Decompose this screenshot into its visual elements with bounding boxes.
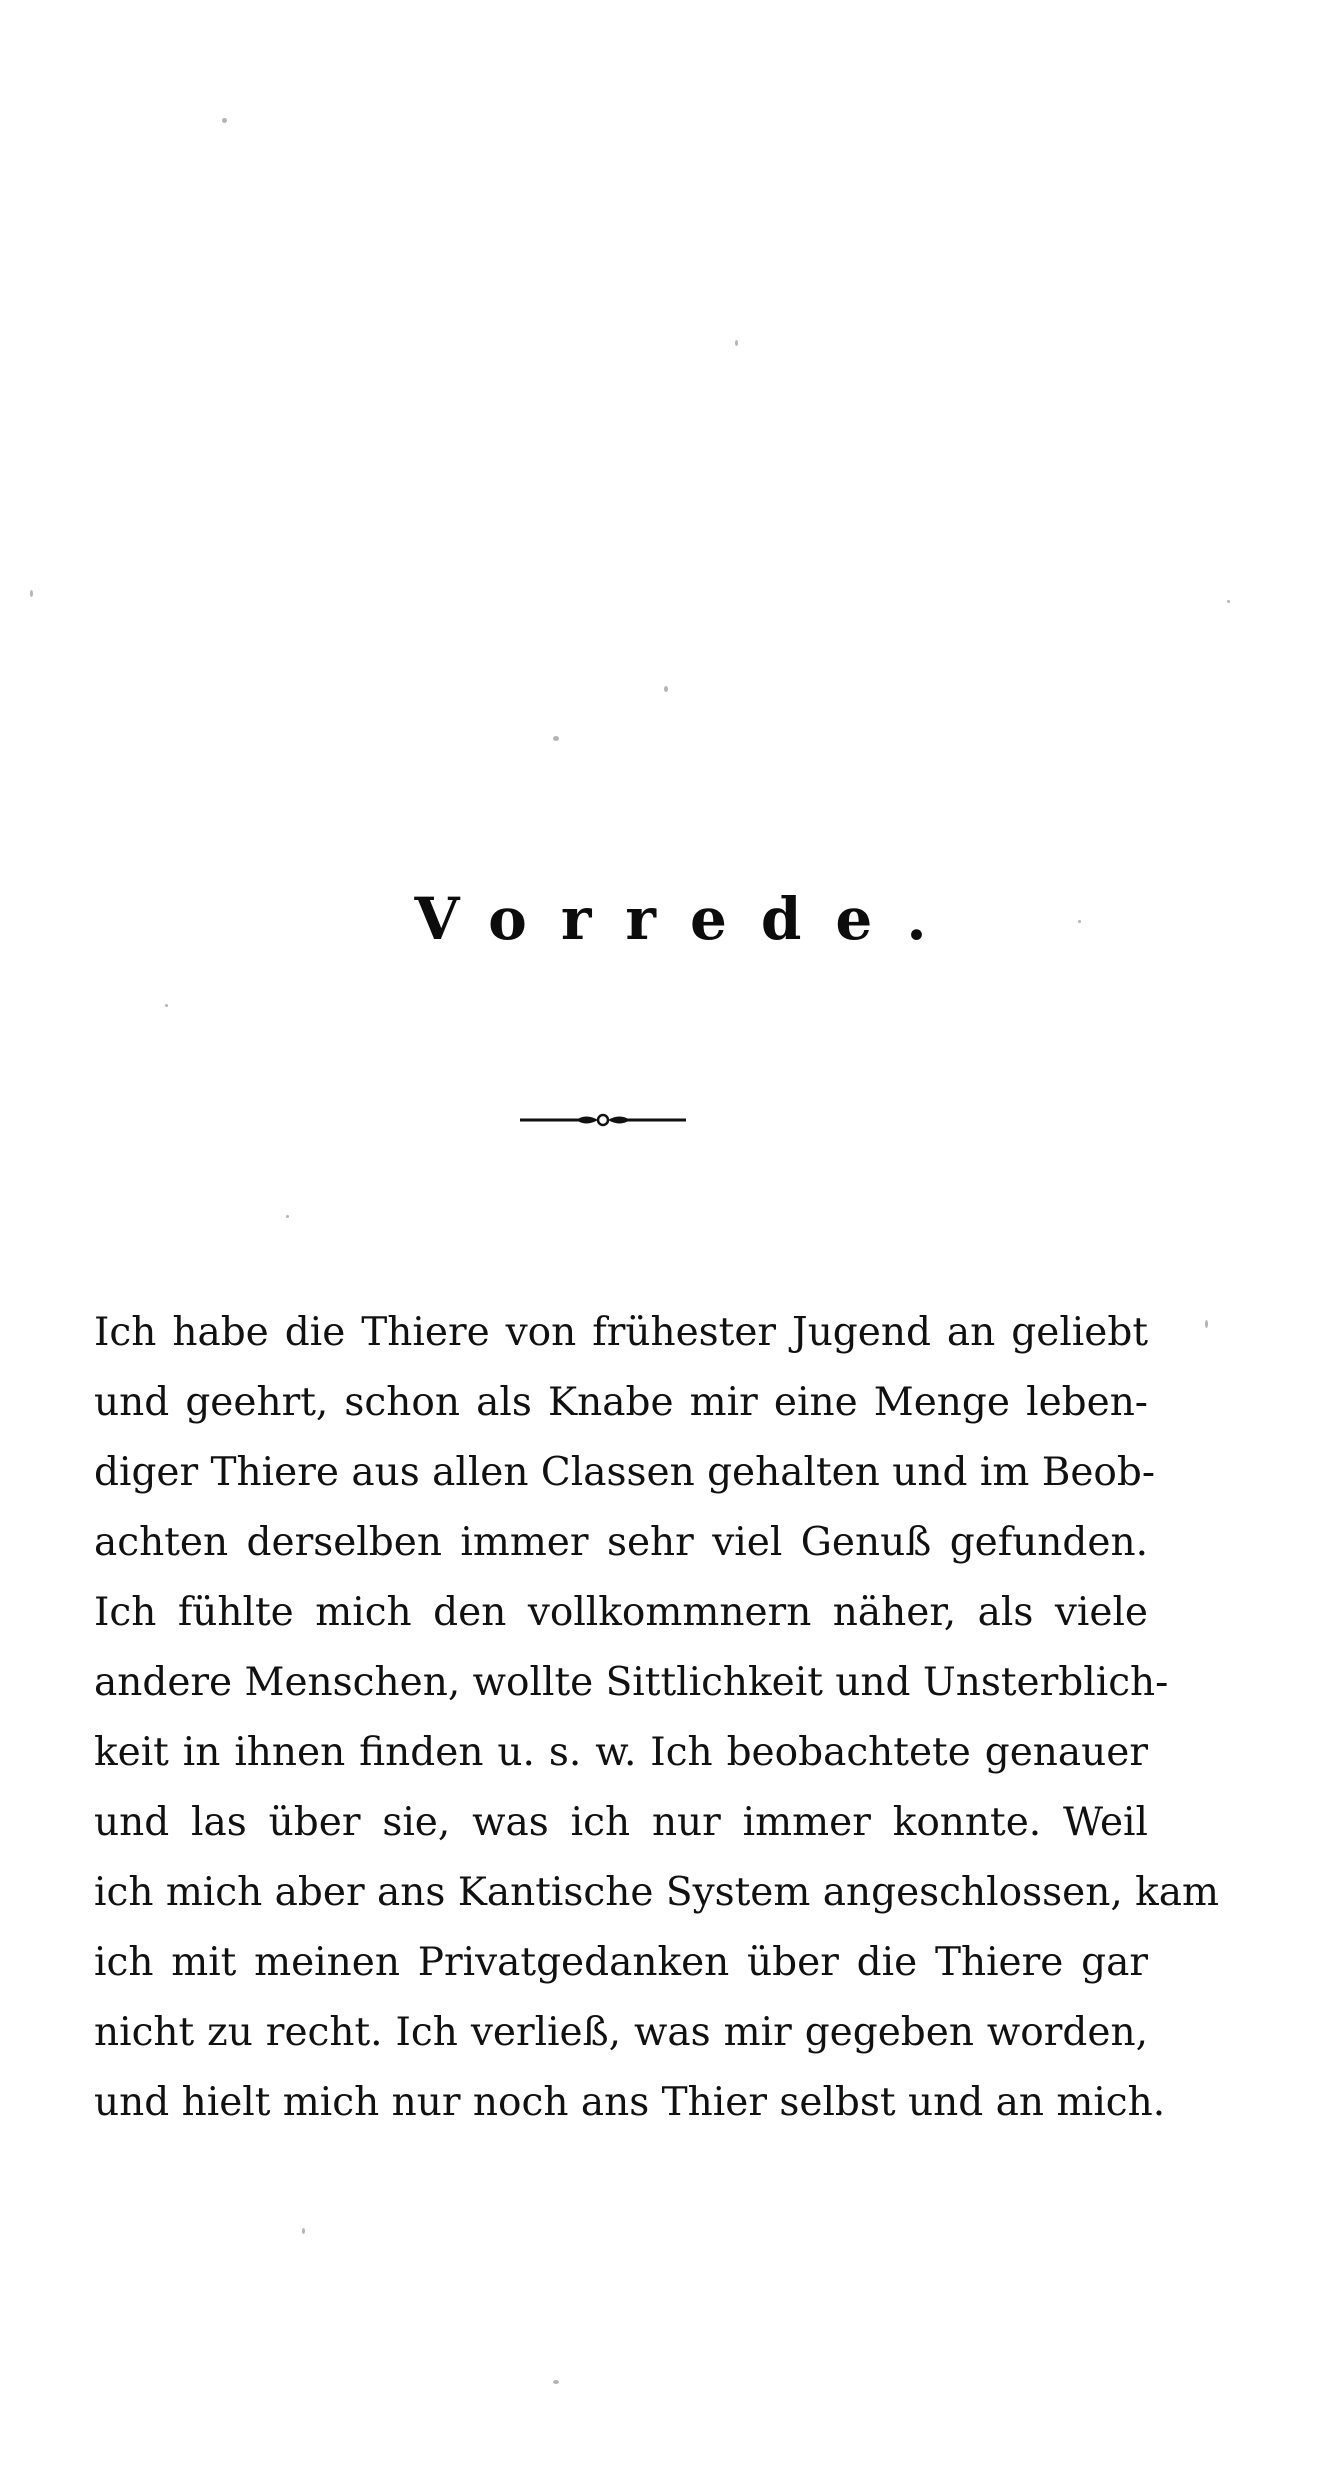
text-line: keit in ihnen finden u. s. w. Ich beobachtete genauer — [94, 1730, 1148, 1775]
scan-speck — [302, 2228, 305, 2234]
scan-speck — [222, 118, 227, 123]
text-line: und geehrt, schon als Knabe mir eine Menge leben- — [94, 1380, 1148, 1425]
scan-speck — [1205, 1320, 1208, 1328]
text-line: und hielt mich nur noch ans Thier selbst und an mich. — [94, 2080, 1166, 2125]
page-heading: Vorrede. — [414, 885, 961, 953]
ornamental-divider-icon — [518, 1110, 688, 1130]
text-line: nicht zu recht. Ich verließ, was mir gegeben worden, — [94, 2010, 1148, 2055]
body-text — [94, 1298, 1219, 2138]
scan-speck — [165, 1004, 168, 1007]
scan-speck — [735, 340, 738, 346]
text-line: Ich habe die Thiere von frühester Jugend an geliebt — [94, 1310, 1148, 1355]
text-line: ich mich aber ans Kantische System angeschlossen, kam — [94, 1870, 1219, 1915]
text-line: diger Thiere aus allen Classen gehalten und im Beob- — [94, 1450, 1156, 1495]
text-line: achten derselben immer sehr viel Genuß gefunden. — [94, 1520, 1148, 1565]
scan-speck — [553, 736, 559, 741]
scan-speck — [553, 2380, 559, 2384]
text-line: Ich fühlte mich den vollkommnern näher, als viele — [94, 1590, 1148, 1635]
scan-speck — [286, 1215, 289, 1218]
scan-speck — [1227, 600, 1230, 603]
text-line: und las über sie, was ich nur immer konnte. Weil — [94, 1800, 1148, 1845]
scan-speck — [664, 686, 668, 692]
text-line: ich mit meinen Privatgedanken über die Thiere gar — [94, 1940, 1148, 1985]
text-line: andere Menschen, wollte Sittlichkeit und Unsterblich- — [94, 1660, 1169, 1705]
scan-speck — [30, 590, 33, 597]
